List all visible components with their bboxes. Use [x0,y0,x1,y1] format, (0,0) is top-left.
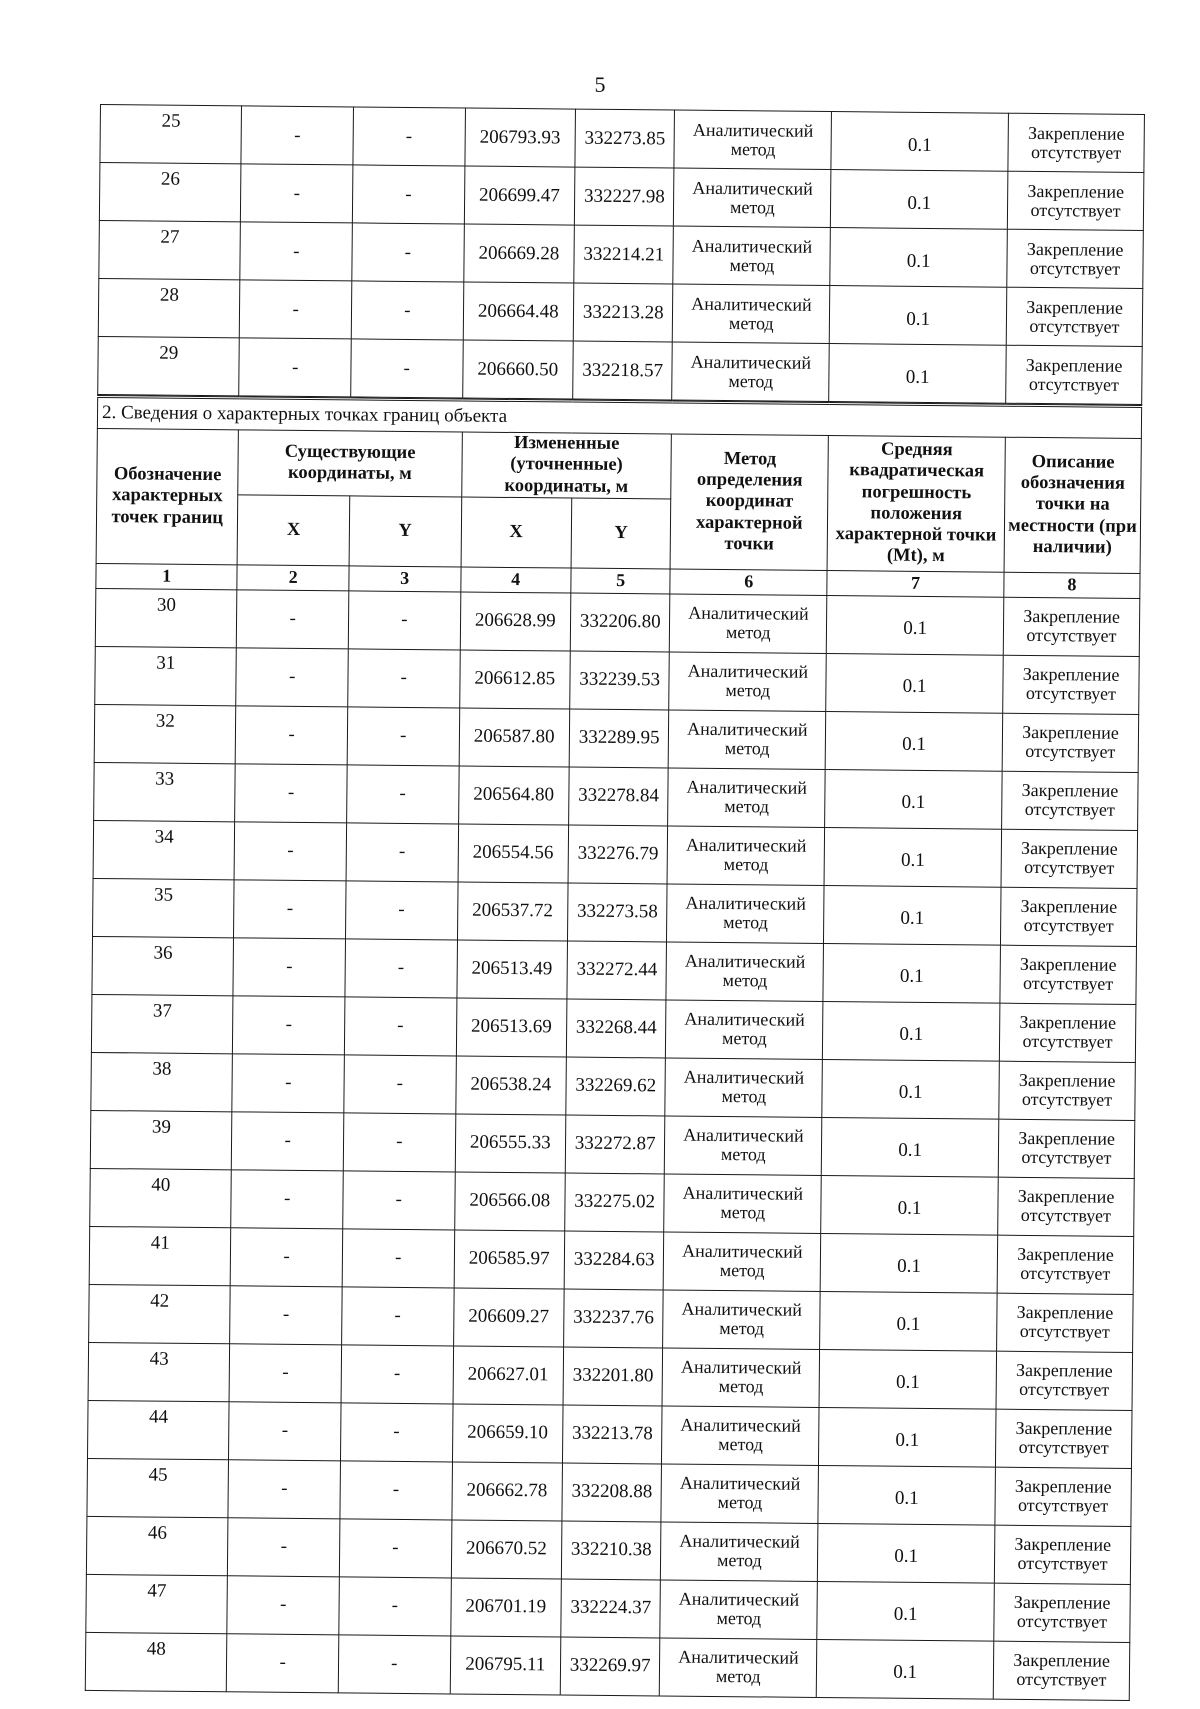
method-cell: Аналитический метод [664,1174,821,1234]
changed-y-cell: 332206.80 [570,593,670,652]
description-cell: Закрепление отсутствует [994,1583,1131,1642]
description-cell: Закрепление отсутствует [1000,887,1137,946]
existing-x-cell: - [232,1054,344,1113]
error-cell: 0.1 [818,1465,995,1525]
method-cell: Аналитический метод [661,1522,818,1582]
existing-y-cell: - [340,1461,452,1520]
page-number: 5 [594,72,606,97]
error-cell: 0.1 [820,1233,997,1293]
existing-y-cell: - [351,339,463,398]
changed-x-cell: 206587.80 [459,708,570,767]
changed-x-cell: 206566.08 [454,1172,565,1231]
table-row [95,646,1140,714]
existing-y-cell: - [346,823,458,882]
table-row [85,1632,1130,1700]
error-cell: 0.1 [820,1291,997,1351]
table-row [93,878,1138,946]
existing-y-cell: - [338,1635,450,1694]
continuation-table-body [98,105,1145,405]
changed-x-cell: 206609.27 [453,1288,564,1347]
point-number-cell: 38 [91,1052,233,1111]
column-number-cell: 7 [827,570,1004,597]
changed-y-cell: 332237.76 [564,1289,664,1348]
table-row [90,1110,1135,1178]
header-method: Метод определения координат характерной точки [670,434,828,570]
changed-y-cell: 332227.98 [574,167,674,226]
method-cell: Аналитический метод [667,826,824,886]
changed-y-cell: 332208.88 [562,1463,662,1522]
changed-x-cell: 206701.19 [450,1578,561,1637]
header-row-top [97,428,1142,503]
point-number-cell: 37 [91,994,233,1053]
section-title: 2. Сведения о характерных точках границ объекта [97,396,1141,438]
error-cell: 0.1 [830,286,1007,346]
existing-y-cell: - [351,281,463,340]
table-row [99,220,1144,288]
existing-x-cell: - [241,106,353,165]
description-cell: Закрепление отсутствует [1001,829,1138,888]
header-existing-x: X [237,495,349,566]
changed-y-cell: 332289.95 [569,709,669,768]
method-cell: Аналитический метод [663,1290,820,1350]
table-row [91,994,1136,1062]
error-cell: 0.1 [826,653,1003,713]
description-cell: Закрепление отсутствует [1006,287,1142,346]
boundary-points-table-body [85,396,1141,1700]
description-cell: Закрепление отсутствует [996,1351,1133,1410]
table-row [94,704,1139,772]
method-cell: Аналитический метод [673,226,830,286]
coordinates-sheet [85,104,1145,1701]
changed-x-cell: 206659.10 [452,1404,563,1463]
boundary-points-table [85,395,1142,1701]
table-row [86,1516,1131,1584]
description-cell: Закрепление отсутствует [997,1293,1134,1352]
description-cell: Закрепление отсутствует [999,1003,1136,1062]
changed-y-cell: 332273.85 [575,109,675,168]
changed-y-cell: 332213.28 [573,283,673,342]
table-row [94,762,1139,830]
description-cell: Закрепление отсутствует [1007,171,1143,230]
header-changed-coordinates: Измененные (уточненные) координаты, м [461,432,672,499]
changed-y-cell: 332269.62 [566,1057,666,1116]
error-cell: 0.1 [819,1407,996,1467]
changed-x-cell: 206670.52 [451,1520,562,1579]
table-row [90,1168,1135,1236]
error-cell: 0.1 [821,1175,998,1235]
changed-x-cell: 206662.78 [451,1462,562,1521]
error-cell: 0.1 [827,595,1004,655]
description-cell: Закрепление отсутствует [995,1467,1132,1526]
error-cell: 0.1 [825,711,1002,771]
point-number-cell: 29 [98,336,240,395]
table-row [89,1226,1134,1294]
changed-y-cell: 332268.44 [566,999,666,1058]
existing-x-cell: - [236,648,348,707]
method-cell: Аналитический метод [666,1000,823,1060]
changed-x-cell: 206795.11 [450,1636,561,1695]
changed-y-cell: 332210.38 [561,1521,661,1580]
error-cell: 0.1 [818,1523,995,1583]
column-number-cell: 6 [670,569,827,596]
description-cell: Закрепление отсутствует [1003,597,1140,656]
changed-x-cell: 206554.56 [458,824,569,883]
changed-y-cell: 332214.21 [574,225,674,284]
existing-x-cell: - [231,1228,343,1287]
error-cell: 0.1 [825,769,1002,829]
table-row [92,936,1137,1004]
error-cell: 0.1 [823,943,1000,1003]
existing-x-cell: - [234,880,346,939]
method-cell: Аналитический метод [662,1406,819,1466]
existing-y-cell: - [344,1055,456,1114]
existing-x-cell: - [231,1170,343,1229]
point-number-cell: 31 [95,646,237,705]
existing-x-cell: - [241,164,353,223]
existing-x-cell: - [227,1634,339,1693]
existing-y-cell: - [343,1113,455,1172]
column-number-cell: 8 [1004,572,1140,598]
point-number-cell: 47 [86,1574,228,1633]
error-cell: 0.1 [822,1117,999,1177]
changed-y-cell: 332284.63 [564,1231,664,1290]
method-cell: Аналитический метод [666,942,823,1002]
error-cell: 0.1 [831,170,1008,230]
changed-x-cell: 206537.72 [457,882,568,941]
table-row [98,278,1143,346]
changed-x-cell: 206669.28 [463,224,574,283]
changed-y-cell: 332273.58 [567,883,667,942]
existing-y-cell: - [347,707,459,766]
description-cell: Закрепление отсутствует [1008,113,1144,172]
changed-x-cell: 206585.97 [454,1230,565,1289]
method-cell: Аналитический метод [665,1116,822,1176]
description-cell: Закрепление отсутствует [993,1641,1130,1700]
point-number-cell: 48 [85,1632,227,1691]
existing-y-cell: - [345,881,457,940]
method-cell: Аналитический метод [660,1580,817,1640]
point-number-cell: 36 [92,936,234,995]
existing-y-cell: - [352,223,464,282]
existing-y-cell: - [353,107,465,166]
existing-x-cell: - [228,1518,340,1577]
changed-x-cell: 206793.93 [464,108,575,167]
header-designation: Обозначение характерных точек границ [96,428,239,564]
description-cell: Закрепление отсутствует [1000,945,1137,1004]
table-row [99,163,1144,231]
table-row [93,820,1138,888]
changed-y-cell: 332272.87 [565,1115,665,1174]
existing-y-cell: - [352,165,464,224]
table-row [86,1574,1131,1642]
description-cell: Закрепление отсутствует [995,1409,1132,1468]
changed-y-cell: 332239.53 [570,651,670,710]
existing-x-cell: - [229,1344,341,1403]
method-cell: Аналитический метод [668,768,825,828]
table-row [87,1458,1132,1526]
description-cell: Закрепление отсутствует [999,1061,1136,1120]
changed-y-cell: 332276.79 [568,825,668,884]
table-row [100,105,1145,173]
table-row [89,1284,1134,1352]
method-cell: Аналитический метод [662,1348,819,1408]
existing-y-cell: - [342,1229,454,1288]
header-changed-x: X [461,497,572,568]
continuation-table [97,104,1145,405]
description-cell: Закрепление отсутствует [1006,345,1142,404]
description-cell: Закрепление отсутствует [1002,771,1139,830]
existing-x-cell: - [240,280,352,339]
description-cell: Закрепление отсутствует [994,1525,1131,1584]
column-number-cell: 2 [237,565,349,591]
changed-x-cell: 206628.99 [460,592,571,651]
header-description: Описание обозначения точки на местности (при наличии) [1004,437,1141,573]
changed-x-cell: 206538.24 [455,1056,566,1115]
header-changed-y: Y [571,498,671,569]
changed-x-cell: 206564.80 [458,766,569,825]
existing-x-cell: - [235,764,347,823]
error-cell: 0.1 [824,827,1001,887]
existing-y-cell: - [343,1171,455,1230]
point-number-cell: 35 [93,878,235,937]
description-cell: Закрепление отсутствует [997,1235,1134,1294]
method-cell: Аналитический метод [669,652,826,712]
existing-x-cell: - [230,1286,342,1345]
description-cell: Закрепление отсутствует [1002,713,1139,772]
point-number-cell: 40 [90,1168,232,1227]
description-cell: Закрепление отсутствует [1003,655,1140,714]
point-number-cell: 33 [94,762,236,821]
description-cell: Закрепление отсутствует [1007,229,1143,288]
existing-x-cell: - [233,996,345,1055]
point-number-cell: 45 [87,1458,229,1517]
method-cell: Аналитический метод [661,1464,818,1524]
error-cell: 0.1 [822,1059,999,1119]
header-existing-y: Y [349,496,461,567]
table-row [91,1052,1136,1120]
method-cell: Аналитический метод [670,594,827,654]
changed-x-cell: 206627.01 [453,1346,564,1405]
method-cell: Аналитический метод [660,1638,817,1698]
column-number-cell: 1 [96,563,238,589]
existing-x-cell: - [239,338,351,397]
method-cell: Аналитический метод [672,342,829,402]
existing-y-cell: - [340,1403,452,1462]
existing-x-cell: - [228,1460,340,1519]
point-number-cell: 44 [87,1400,229,1459]
error-cell: 0.1 [831,112,1008,172]
existing-y-cell: - [348,649,460,708]
table-row [87,1400,1132,1468]
point-number-cell: 46 [86,1516,228,1575]
method-cell: Аналитический метод [667,884,824,944]
description-cell: Закрепление отсутствует [998,1119,1135,1178]
point-number-cell: 42 [89,1284,231,1343]
point-number-cell: 43 [88,1342,230,1401]
existing-y-cell: - [345,939,457,998]
existing-y-cell: - [348,591,460,650]
description-cell: Закрепление отсутствует [998,1177,1135,1236]
changed-y-cell: 332272.44 [567,941,667,1000]
existing-x-cell: - [234,822,346,881]
changed-y-cell: 332201.80 [563,1347,663,1406]
existing-x-cell: - [233,938,345,997]
changed-x-cell: 206660.50 [462,340,573,399]
column-number-cell: 4 [460,567,571,593]
existing-y-cell: - [347,765,459,824]
changed-y-cell: 332278.84 [569,767,669,826]
existing-y-cell: - [342,1287,454,1346]
error-cell: 0.1 [823,1001,1000,1061]
existing-x-cell: - [240,222,352,281]
point-number-cell: 27 [99,220,241,279]
point-number-cell: 32 [94,704,236,763]
table-row [95,588,1140,656]
error-cell: 0.1 [817,1639,994,1699]
changed-y-cell: 332269.97 [560,1637,660,1696]
point-number-cell: 41 [89,1226,231,1285]
existing-x-cell: - [229,1402,341,1461]
existing-x-cell: - [236,706,348,765]
changed-y-cell: 332213.78 [562,1405,662,1464]
error-cell: 0.1 [829,344,1006,404]
table-row [88,1342,1133,1410]
error-cell: 0.1 [819,1349,996,1409]
header-existing-coordinates: Существующие координаты, м [238,430,462,497]
column-number-cell: 3 [349,566,461,592]
changed-y-cell: 332218.57 [573,341,673,400]
error-cell: 0.1 [817,1581,994,1641]
method-cell: Аналитический метод [673,284,830,344]
table-row [98,336,1143,404]
point-number-cell: 30 [95,588,237,647]
error-cell: 0.1 [824,885,1001,945]
existing-y-cell: - [341,1345,453,1404]
column-number-cell: 5 [571,568,671,594]
point-number-cell: 34 [93,820,235,879]
changed-y-cell: 332275.02 [565,1173,665,1232]
existing-x-cell: - [237,590,349,649]
existing-y-cell: - [339,1577,451,1636]
existing-y-cell: - [339,1519,451,1578]
point-number-cell: 28 [98,278,240,337]
changed-x-cell: 206699.47 [464,166,575,225]
point-number-cell: 25 [100,105,242,164]
changed-x-cell: 206664.48 [463,282,574,341]
method-cell: Аналитический метод [669,710,826,770]
existing-x-cell: - [232,1112,344,1171]
changed-x-cell: 206513.69 [456,998,567,1057]
header-error: Средняя квадратическая погрешность положения характерной точки (Mt), м [827,436,1005,572]
point-number-cell: 26 [99,163,241,222]
changed-x-cell: 206612.85 [459,650,570,709]
point-number-cell: 39 [90,1110,232,1169]
method-cell: Аналитический метод [674,168,831,228]
method-cell: Аналитический метод [665,1058,822,1118]
changed-x-cell: 206513.49 [456,940,567,999]
method-cell: Аналитический метод [664,1232,821,1292]
existing-x-cell: - [227,1576,339,1635]
method-cell: Аналитический метод [674,110,831,170]
existing-y-cell: - [344,997,456,1056]
changed-y-cell: 332224.37 [561,1579,661,1638]
error-cell: 0.1 [830,228,1007,288]
changed-x-cell: 206555.33 [455,1114,566,1173]
